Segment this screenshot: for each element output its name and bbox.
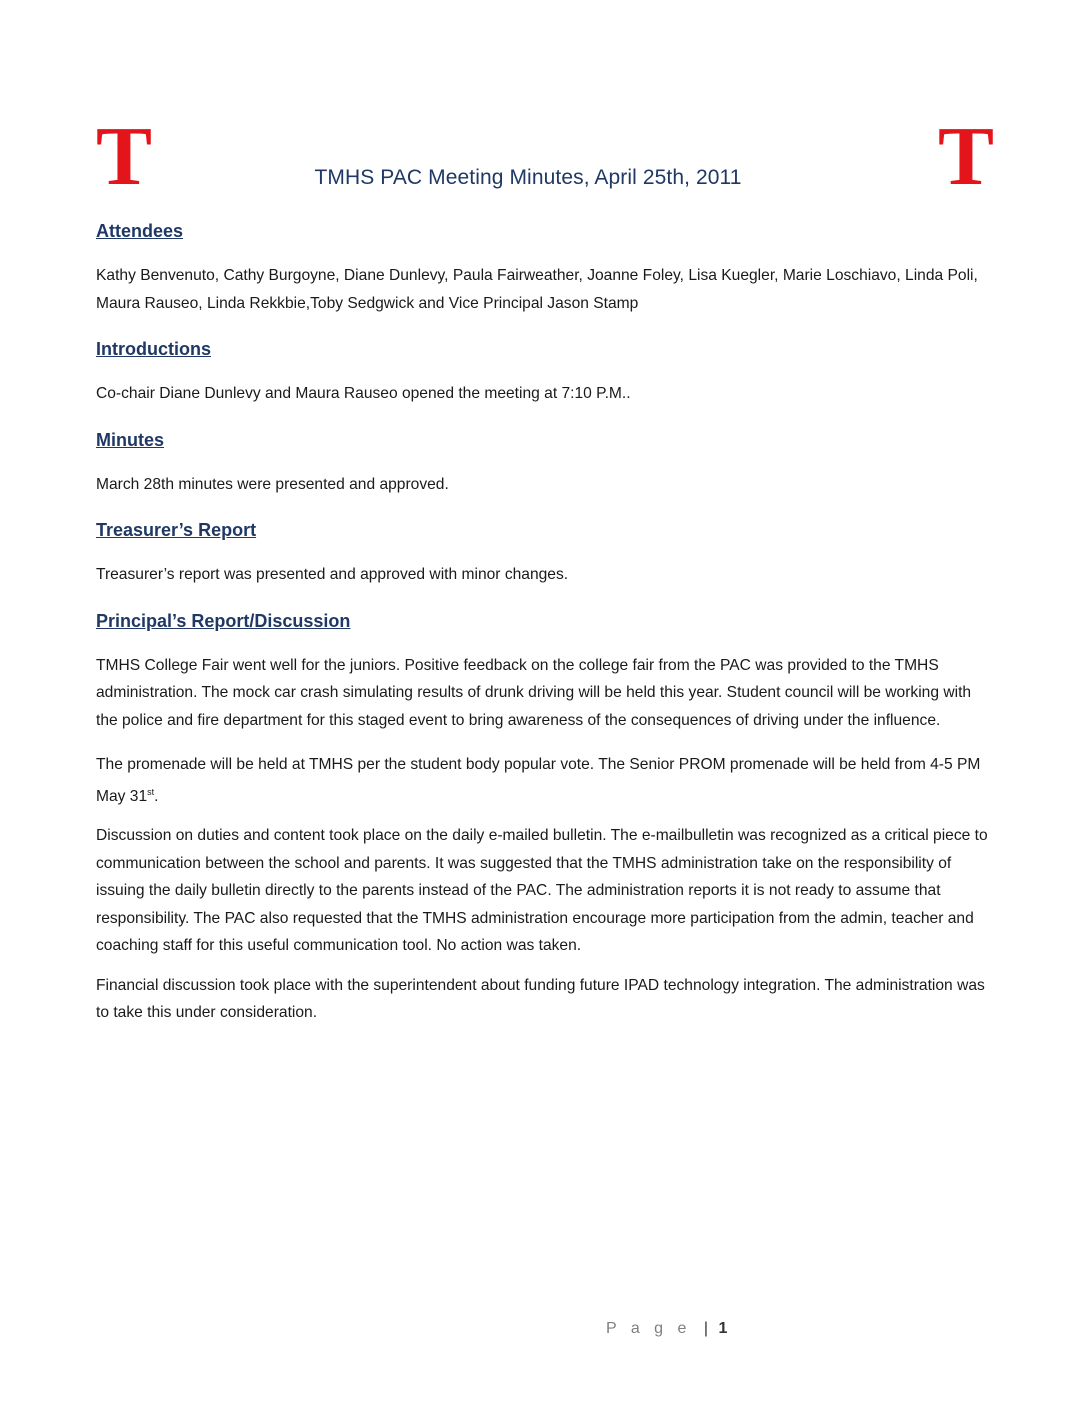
- footer-separator: |: [703, 1320, 709, 1337]
- page-footer: [606, 1320, 727, 1338]
- page-label: P a g e: [606, 1320, 692, 1337]
- principals-report-paragraph-2: [96, 751, 996, 810]
- introductions-paragraph: Co-chair Diane Dunlevy and Maura Rauseo opened the meeting at 7:10 P.M..: [96, 385, 631, 402]
- document-title: TMHS PAC Meeting Minutes, April 25th, 2011: [314, 166, 742, 189]
- date-period: .: [154, 787, 159, 805]
- section-heading-treasurers-report: Treasurer’s Report: [96, 520, 257, 540]
- section-heading-minutes: Minutes: [96, 429, 165, 450]
- principals-report-paragraph-4: Financial discussion took place with the superintendent about funding future IPAD technology integration. The administration was to take this under consideration.: [96, 976, 985, 1022]
- section-heading-attendees: Attendees: [96, 221, 184, 241]
- page-number: 1: [718, 1320, 728, 1337]
- school-logo-right: T: [937, 110, 995, 203]
- minutes-paragraph: March 28th minutes were presented and approved.: [96, 475, 449, 493]
- school-logo-left: T: [95, 110, 153, 203]
- date-suffix: st: [147, 786, 155, 797]
- document-body: [96, 216, 996, 1039]
- section-heading-introductions: Introductions: [96, 339, 211, 359]
- attendees-paragraph: Kathy Benvenuto, Cathy Burgoyne, Diane Dunlevy, Paula Fairweather, Joanne Foley, Lisa Kuegler, Marie Loschiavo, Linda Poli, Maura Rauseo, Linda Rekkbie,Toby Sedgwick and Vice Principal Jason Stamp: [96, 267, 978, 312]
- section-heading-principals-report: Principal’s Report/Discussion: [96, 610, 351, 631]
- treasurers-report-paragraph: Treasurer’s report was presented and approved with minor changes.: [96, 566, 569, 583]
- principals-report-paragraph-3: Discussion on duties and content took place on the daily e-mailed bulletin. The e-mailbulletin was recognized as a critical piece to communication between the school and parents. It was suggested that the TMHS administration take on the responsibility of issuing the daily bulletin directly to the parents instead of the PAC. The administration reports it is not ready to assume that responsibility. The PAC also requested that the TMHS administration encourage more participation from the admin, teacher and coaching staff for this useful communication tool. No action was taken.: [96, 827, 988, 955]
- promenade-text: The promenade will be held at TMHS per the student body popular vote. The Senior PROM promenade will be held from 4-5 PM May 31: [96, 756, 981, 805]
- principals-report-paragraph-1: TMHS College Fair went well for the juniors. Positive feedback on the college fair from the PAC was provided to the TMHS administration. The mock car crash simulating results of drunk driving will be held this year. Student council will be working with the police and fire department for this staged event to bring awareness of the consequences of driving under the influence.: [96, 656, 972, 729]
